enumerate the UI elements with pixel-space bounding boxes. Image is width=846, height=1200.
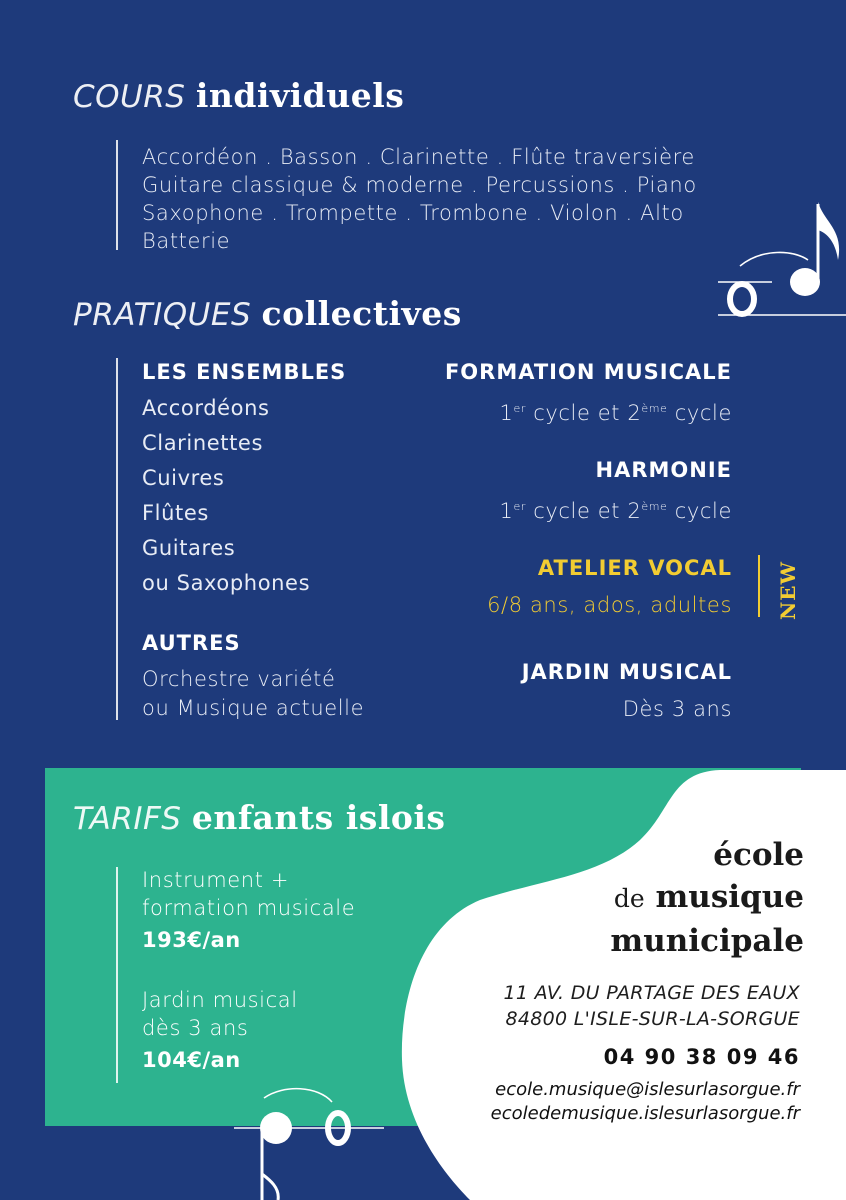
school-address: [503, 980, 800, 1032]
school-name: [610, 834, 804, 962]
harmonie-heading: HARMONIE: [595, 458, 732, 482]
tarif-item-1: [142, 866, 355, 952]
music-note-bottom-icon: [234, 1084, 384, 1200]
cycle-sup: ème: [641, 402, 668, 415]
email-link[interactable]: ecole.musique@islesurlasorgue.fr: [495, 1079, 800, 1100]
school-name-line2: [610, 876, 804, 920]
tarif-line: formation musicale: [142, 896, 356, 920]
cycle-sup: er: [513, 402, 526, 415]
pratiques-title-light: PRATIQUES: [73, 297, 252, 333]
new-badge: NEW: [776, 561, 800, 620]
ensemble-item: Clarinettes: [142, 431, 263, 455]
cycle-end: cycle: [667, 401, 732, 425]
cycle-sup: er: [513, 500, 526, 513]
cycle-end: cycle: [667, 499, 732, 523]
school-contacts: [491, 1078, 800, 1126]
jardin-heading: JARDIN MUSICAL: [521, 660, 732, 684]
tarifs-title-bold: enfants islois: [191, 798, 446, 837]
website-link[interactable]: ecoledemusique.islesurlasorgue.fr: [490, 1103, 800, 1124]
school-name-de: de: [613, 884, 645, 913]
tarifs-title: [73, 798, 446, 837]
formation-heading: FORMATION MUSICALE: [444, 360, 732, 384]
cours-line-3: Saxophone . Trompette . Trombone . Violon . Alto: [142, 201, 684, 225]
cours-title-light: COURS: [73, 79, 186, 115]
cycle-mid: cycle et 2: [525, 499, 642, 523]
tarifs-divider: [116, 867, 118, 1083]
address-line-1: 11 AV. DU PARTAGE DES EAUX: [503, 982, 800, 1004]
autres-heading: AUTRES: [142, 631, 241, 655]
ensembles-heading: LES ENSEMBLES: [142, 360, 347, 384]
tarif-line: Jardin musical: [142, 988, 298, 1012]
cycle-sup: ème: [641, 500, 668, 513]
school-name-musique: musique: [655, 879, 804, 915]
ensemble-item: Guitares: [142, 536, 236, 560]
cours-line-1: Accordéon . Basson . Clarinette . Flûte traversière: [142, 145, 695, 169]
address-line-2: 84800 L'ISLE-SUR-LA-SORGUE: [505, 1008, 800, 1030]
tarif-line: dès 3 ans: [142, 1016, 249, 1040]
tarif-price: 104€/an: [142, 1048, 241, 1072]
atelier-subtitle: 6/8 ans, ados, adultes: [487, 593, 732, 617]
jardin-subtitle: Dès 3 ans: [622, 697, 732, 721]
tarif-item-2: [142, 986, 298, 1072]
cours-line-2: Guitare classique & moderne . Percussions . Piano: [142, 173, 697, 197]
cours-line-4: Batterie: [142, 229, 231, 253]
cours-title-bold: individuels: [195, 76, 405, 115]
pratiques-title-bold: collectives: [261, 294, 462, 333]
autres-item: ou Musique actuelle: [142, 696, 365, 720]
school-name-line1: école: [713, 837, 804, 873]
ensemble-item: ou Saxophones: [142, 571, 311, 595]
ensemble-item: Accordéons: [142, 396, 270, 420]
school-name-line3: municipale: [610, 923, 804, 959]
cycle-num: 1: [499, 499, 514, 523]
autres-item: Orchestre variété: [142, 667, 336, 691]
tarif-price: 193€/an: [142, 928, 241, 952]
atelier-heading: ATELIER VOCAL: [537, 556, 732, 580]
ensemble-item: Flûtes: [142, 501, 209, 525]
cycle-num: 1: [499, 401, 514, 425]
ensemble-item: Cuivres: [142, 466, 225, 490]
tarif-line: Instrument +: [142, 868, 290, 892]
tarifs-title-light: TARIFS: [73, 801, 182, 837]
school-phone[interactable]: 04 90 38 09 46: [603, 1045, 800, 1069]
cycle-mid: cycle et 2: [525, 401, 642, 425]
